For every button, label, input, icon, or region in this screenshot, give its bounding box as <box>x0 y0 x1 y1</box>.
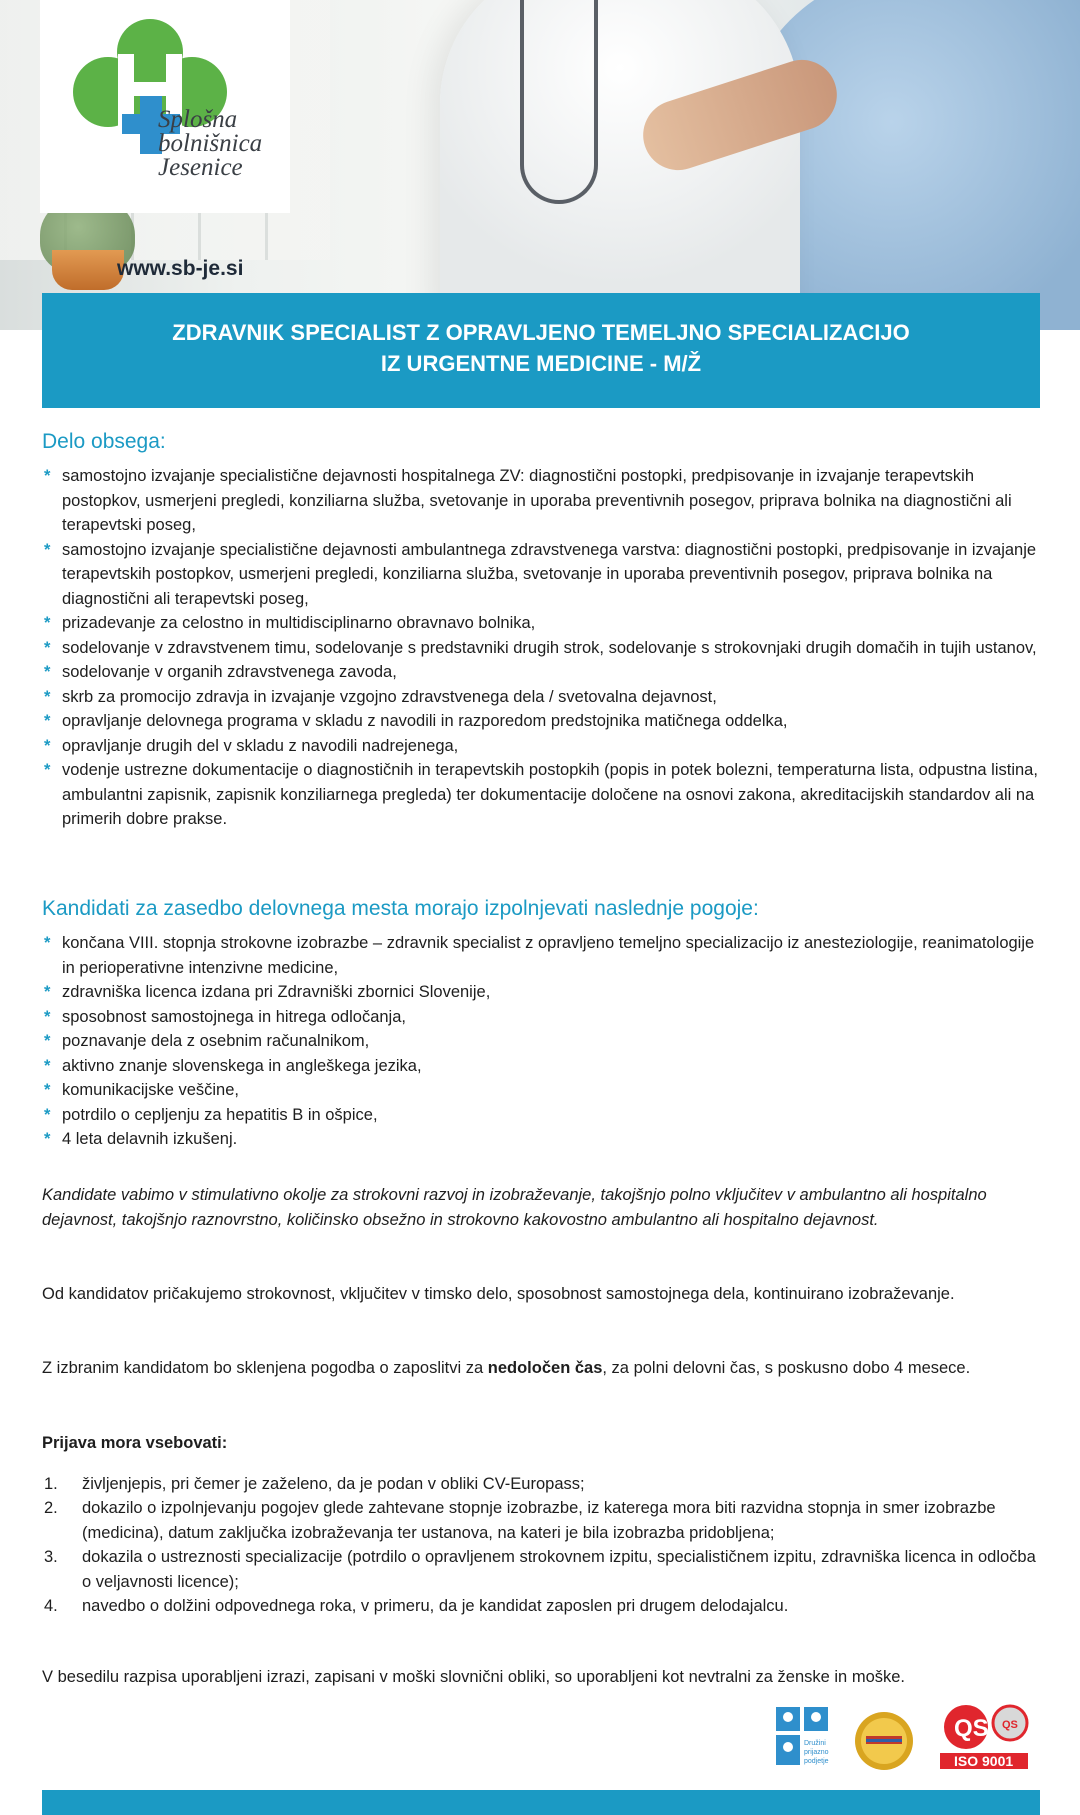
list-item <box>42 980 1042 1005</box>
family-friendly-cert-icon <box>774 1703 830 1771</box>
list-item-text: aktivno znanje slovenskega in angleškega jezika, <box>62 1056 422 1075</box>
bullet-star-icon: * <box>44 983 51 1001</box>
stethoscope-icon <box>520 0 598 204</box>
job-title-line-2: IZ URGENTNE MEDICINE - M/Ž <box>380 351 702 376</box>
contract-term-bold: nedoločen čas <box>487 1359 603 1377</box>
list-item <box>42 464 1042 538</box>
list-item <box>42 1545 1042 1594</box>
svg-text:ISO 9001: ISO 9001 <box>954 1753 1014 1769</box>
list-number: 1. <box>44 1474 58 1493</box>
list-item-text: samostojno izvajanje specialistične dejavnosti ambulantnega zdravstvenega varstva: diagnostični postopki, predpisovanje in izvajanje terapevtskih postopkov, usmerjeni pregledi, konziliarna služba, svetovanje in uporaba preventivnih posegov, priprava bolnika na diagnostični ali terapevtski poseg, <box>62 540 1037 608</box>
offer-section <box>42 1183 1042 1232</box>
logo-line-2: bolnišnica <box>158 130 263 157</box>
list-item <box>42 685 1042 710</box>
gold-seal-icon <box>852 1703 916 1771</box>
list-item <box>42 1496 1042 1545</box>
list-item <box>42 1594 1042 1619</box>
list-item <box>42 1472 1042 1497</box>
list-item-text: navedbo o dolžini odpovednega roka, v primeru, da je kandidat zaposlen pri drugem delodajalcu. <box>82 1597 789 1615</box>
footer-bar <box>42 1790 1040 1815</box>
logo-line-3: Jesenice <box>158 154 243 181</box>
list-item <box>42 538 1042 612</box>
bullet-star-icon: * <box>44 1130 51 1148</box>
requirements-list <box>42 931 1042 1152</box>
list-number: 2. <box>44 1499 58 1517</box>
iso-cert-icon <box>938 1703 1030 1771</box>
list-item-text: življenjepis, pri čemer je zaželeno, da je podan v obliki CV-Europass; <box>82 1474 585 1493</box>
list-number: 4. <box>44 1597 58 1615</box>
scope-list <box>42 464 1042 832</box>
svg-text:podjetje: podjetje <box>804 1758 829 1765</box>
list-item-text: vodenje ustrezne dokumentacije o diagnostičnih in terapevtskih postopkih (popis in potek bolezni, temperaturna lista, odpustna listina, ambulantni zapisnik, zapisnik konziliarnega pregleda) ter dokumentacije določene na osnovi zakona, akreditacijskih standardov ali na primerih dobre prakse. <box>62 761 1038 828</box>
list-item-text: zdravniška licenca izdana pri Zdravniški zbornici Slovenije, <box>62 983 491 1001</box>
bullet-star-icon: * <box>44 1105 51 1124</box>
list-item-text: sposobnost samostojnega in hitrega odločanja, <box>62 1007 406 1026</box>
hospital-logo-text <box>158 108 262 180</box>
list-item-text: sodelovanje v organih zdravstvenega zavoda, <box>62 663 397 681</box>
list-item <box>42 758 1042 832</box>
bullet-star-icon: * <box>44 712 51 730</box>
requirements-section <box>42 897 1042 1152</box>
list-item <box>42 1103 1042 1128</box>
application-section <box>42 1431 1042 1619</box>
list-item-text: komunikacijske veščine, <box>62 1081 239 1099</box>
bullet-star-icon: * <box>44 1056 51 1075</box>
job-title-banner <box>42 293 1040 408</box>
application-list <box>42 1472 1042 1619</box>
doctor-figure <box>440 0 800 320</box>
gold-quality-seal <box>852 1703 916 1771</box>
bullet-star-icon: * <box>44 467 51 485</box>
expectation-section <box>42 1282 1042 1307</box>
contract-text-end: , za polni delovni čas, s poskusno dobo 4 mesece. <box>602 1359 971 1377</box>
list-item-text: dokazilo o izpolnjevanju pogojev glede zahtevane stopnje izobrazbe, iz katerega mora biti razvidna stopnja in smer izobrazbe (medicina), datum zaključka izobraževanja ter ustanova, na kateri je bila izobrazba pridobljena; <box>82 1499 996 1542</box>
footnote-section <box>42 1665 1042 1690</box>
list-item <box>42 1054 1042 1079</box>
bullet-star-icon: * <box>44 736 51 755</box>
list-item-text: prizadevanje za celostno in multidisciplinarno obravnavo bolnika, <box>62 614 536 632</box>
bullet-star-icon: * <box>44 934 51 952</box>
list-item-text: skrb za promocijo zdravja in izvajanje vzgojno zdravstvenega dela / svetovalna dejavnost, <box>62 687 717 706</box>
job-title-line-1: ZDRAVNIK SPECIALIST Z OPRAVLJENO TEMELJNO SPECIALIZACIJO <box>172 320 910 345</box>
list-item <box>42 611 1042 636</box>
bullet-star-icon: * <box>44 540 51 559</box>
list-item-text: poznavanje dela z osebnim računalnikom, <box>62 1032 370 1050</box>
bullet-star-icon: * <box>44 663 51 681</box>
contract-section <box>42 1356 1042 1381</box>
list-item <box>42 1029 1042 1054</box>
list-item <box>42 636 1042 661</box>
list-item <box>42 660 1042 685</box>
svg-text:QS: QS <box>954 1715 989 1742</box>
list-item-text: opravljanje delovnega programa v skladu z navodili in razporedom predstojnika matičnega oddelka, <box>62 712 788 730</box>
application-heading: Prijava mora vsebovati: <box>42 1434 228 1452</box>
list-item-text: opravljanje drugih del v skladu z navodili nadrejenega, <box>62 736 459 755</box>
footnote-paragraph: V besedilu razpisa uporabljeni izrazi, zapisani v moški slovnični obliki, so uporabljeni kot nevtralni za ženske in moške. <box>42 1668 906 1686</box>
svg-text:Družini: Družini <box>804 1740 826 1747</box>
bullet-star-icon: * <box>44 638 51 657</box>
bullet-star-icon: * <box>44 1081 51 1099</box>
logo-line-1: Splošna <box>158 106 238 133</box>
list-item-text: samostojno izvajanje specialistične dejavnosti hospitalnega ZV: diagnostični postopki, predpisovanje in izvajanje terapevtskih postopkov, usmerjeni pregledi, konziliarna služba, svetovanje in uporaba preventivnih posegov, priprava bolnika na diagnostični ali terapevtski poseg, <box>62 467 1012 534</box>
bullet-star-icon: * <box>44 614 51 632</box>
offer-paragraph: Kandidate vabimo v stimulativno okolje za strokovni razvoj in izobraževanje, takojšnjo polno vključitev v ambulantno ali hospitalno dejavnost, takojšnjo raznovrstno, količinsko obsežno in strokovno kakovostno ambulantno ali hospitalno dejavnost. <box>42 1186 987 1229</box>
list-item-text: dokazila o ustreznosti specializacije (potrdilo o opravljenem strokovnem izpitu, specialističnem izpitu, zdravniška licenca in odločba o veljavnosti licence); <box>82 1548 1036 1591</box>
contract-text: Z izbranim kandidatom bo sklenjena pogodba o zaposlitvi za <box>42 1359 488 1377</box>
scope-section <box>42 430 1042 832</box>
list-number: 3. <box>44 1548 58 1566</box>
list-item <box>42 931 1042 980</box>
svg-text:QS: QS <box>1002 1719 1018 1731</box>
list-item-text: potrdilo o cepljenju za hepatitis B in ošpice, <box>62 1105 378 1124</box>
contract-paragraph <box>42 1356 1042 1381</box>
website-link[interactable]: www.sb-je.si <box>117 257 244 280</box>
list-item <box>42 734 1042 759</box>
iso-9001-cert-logo <box>938 1703 1030 1771</box>
svg-text:prijazno: prijazno <box>804 1749 829 1756</box>
list-item <box>42 1127 1042 1152</box>
bullet-star-icon: * <box>44 687 51 706</box>
list-item <box>42 1005 1042 1030</box>
list-item-text: sodelovanje v zdravstvenem timu, sodelovanje s predstavniki drugih strok, sodelovanje s strokovnjaki drugih domačih in tujih ustanov, <box>62 638 1037 657</box>
list-item-text: končana VIII. stopnja strokovne izobrazbe – zdravnik specialist z opravljeno temeljno specializacijo iz anesteziologije, reanimatologije in perioperativne intenzivne medicine, <box>62 934 1035 977</box>
flower-pot <box>52 250 124 290</box>
requirements-heading: Kandidati za zasedbo delovnega mesta morajo izpolnjevati naslednje pogoje: <box>42 897 759 920</box>
hospital-logo <box>40 0 290 213</box>
bullet-star-icon: * <box>44 1032 51 1050</box>
bullet-star-icon: * <box>44 761 51 779</box>
expectation-paragraph: Od kandidatov pričakujemo strokovnost, vključitev v timsko delo, sposobnost samostojnega dela, kontinuirano izobraževanje. <box>42 1285 955 1303</box>
family-friendly-cert-logo <box>774 1703 830 1771</box>
list-item <box>42 709 1042 734</box>
bullet-star-icon: * <box>44 1007 51 1026</box>
list-item-text: 4 leta delavnih izkušenj. <box>62 1130 238 1148</box>
list-item <box>42 1078 1042 1103</box>
scope-heading: Delo obsega: <box>42 430 166 453</box>
